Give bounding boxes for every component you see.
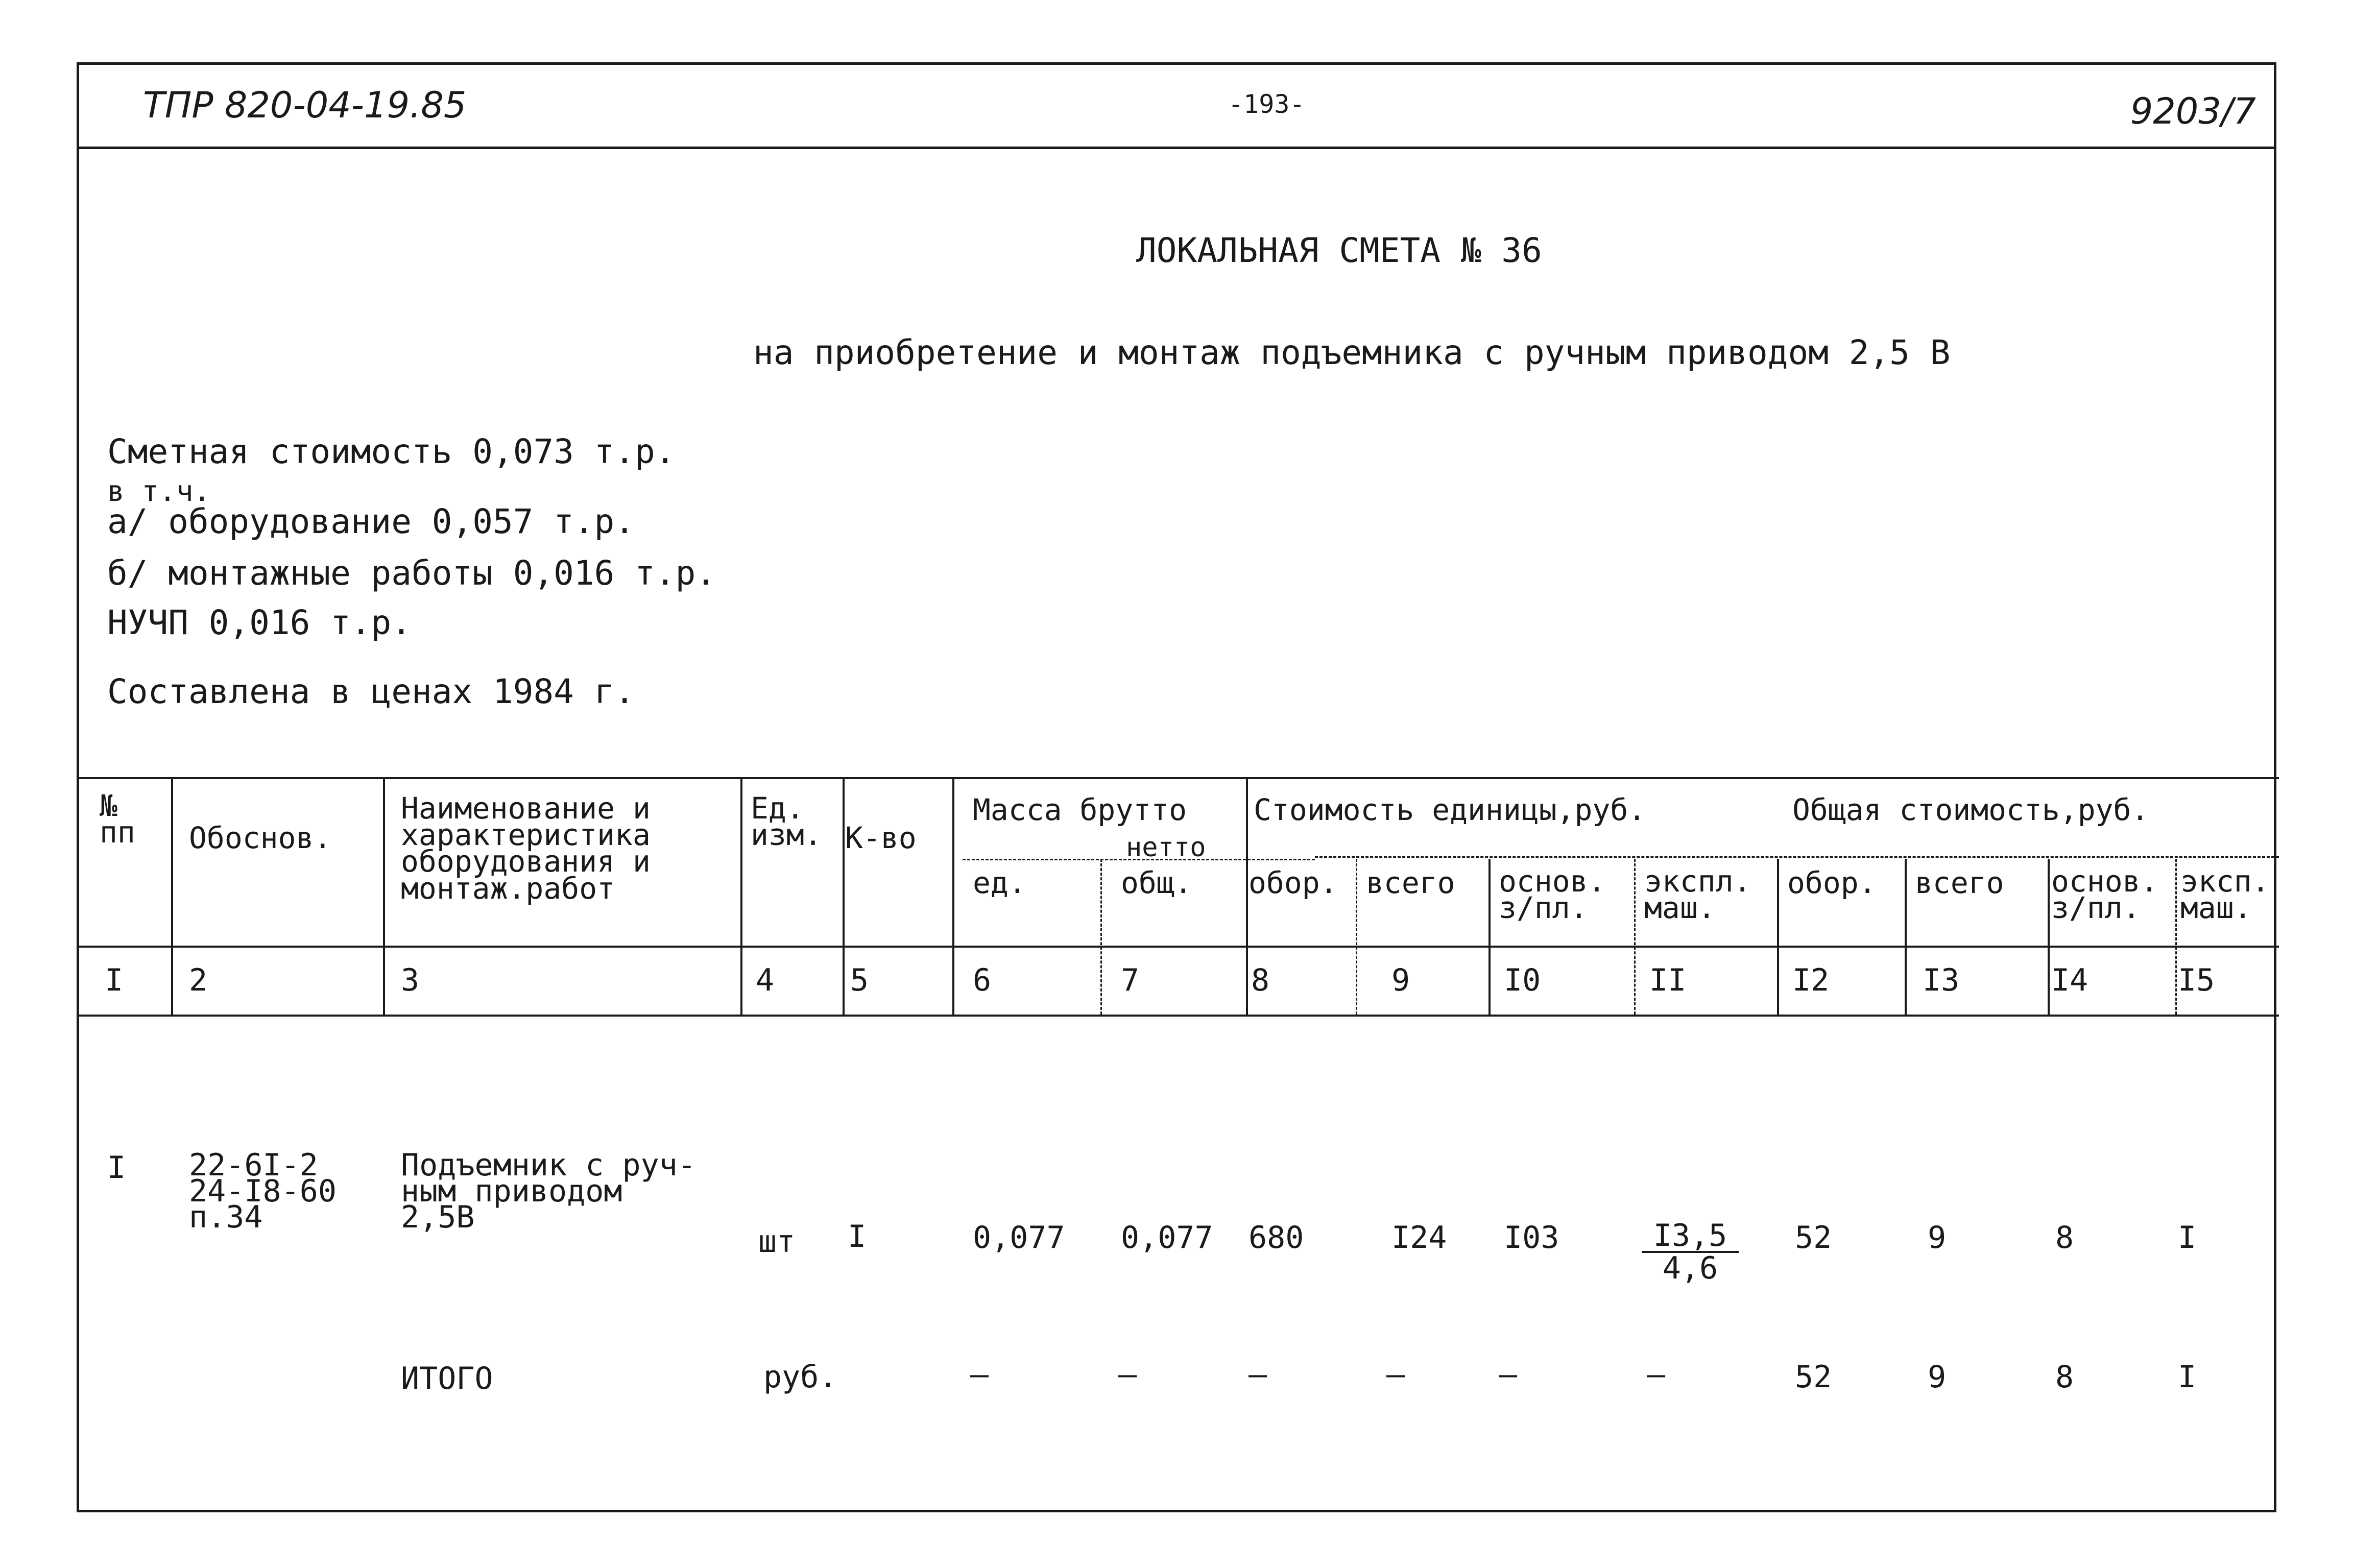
colnum-5: 5 bbox=[850, 962, 869, 998]
page-frame bbox=[77, 62, 2276, 1512]
cost-subheader-rule bbox=[1315, 856, 2279, 858]
header-equip: обор. bbox=[1248, 865, 1338, 900]
row1-total-equip: 52 bbox=[1795, 1220, 1832, 1256]
table-top-rule bbox=[79, 777, 2279, 779]
row1-total-machines: I bbox=[2178, 1220, 2197, 1256]
sheet-code: 9203/7 bbox=[2130, 90, 2256, 132]
col-divider bbox=[952, 777, 954, 1015]
row1-equip: 680 bbox=[1248, 1220, 1304, 1256]
header-divider bbox=[79, 147, 2274, 149]
header-name: Наименование и характеристика оборудования и монтаж.работ bbox=[401, 791, 651, 906]
col-divider bbox=[1246, 777, 1248, 1015]
estimate-table bbox=[79, 777, 2279, 1515]
row1-total-wages: 8 bbox=[2055, 1220, 2074, 1256]
header-mass: Масса брутто bbox=[973, 792, 1187, 827]
row1-basis: 22-6I-2 24-I8-60 п.34 bbox=[189, 1147, 337, 1235]
colnum-10: I0 bbox=[1504, 962, 1541, 998]
page-number: -193- bbox=[1228, 89, 1305, 119]
colnum-4: 4 bbox=[756, 962, 775, 998]
total-cost-line: Сметная стоимость 0,073 т.р. bbox=[107, 432, 676, 471]
total-dash: – bbox=[970, 1357, 989, 1392]
header-equip-total: обор. bbox=[1787, 865, 1877, 900]
header-machines: экспл. маш. bbox=[1644, 864, 1751, 926]
colnum-8: 8 bbox=[1251, 962, 1270, 998]
row1-mass-total: 0,077 bbox=[1121, 1220, 1213, 1256]
colnum-14: I4 bbox=[2051, 962, 2088, 998]
header-all-total: всего bbox=[1915, 865, 2004, 900]
colnum-15: I5 bbox=[2178, 962, 2215, 998]
prices-note: Составлена в ценах 1984 г. bbox=[107, 672, 635, 711]
header-bottom-rule bbox=[79, 946, 2279, 948]
equipment-cost-line: а/ оборудование 0,057 т.р. bbox=[107, 502, 635, 541]
colnum-2: 2 bbox=[189, 962, 208, 998]
header-unit-cost: Стоимость единицы,руб. bbox=[1254, 792, 1646, 827]
colnum-3: 3 bbox=[401, 962, 420, 998]
col-divider bbox=[1356, 859, 1357, 1015]
column-numbers-rule bbox=[79, 1015, 2279, 1017]
row1-machines-numerator: I3,5 bbox=[1642, 1220, 1739, 1253]
total-wages: 8 bbox=[2055, 1359, 2074, 1395]
estimate-subtitle: на приобретение и монтаж подъемника с ручным приводом 2,5 В bbox=[753, 333, 1951, 372]
colnum-6: 6 bbox=[973, 962, 992, 998]
header-mass-netto: нетто bbox=[1126, 832, 1206, 863]
col-divider bbox=[2175, 859, 2177, 1015]
installation-cost-line: б/ монтажные работы 0,016 т.р. bbox=[107, 553, 716, 593]
row1-qty: I bbox=[848, 1219, 867, 1255]
total-machines: I bbox=[2178, 1359, 2197, 1395]
header-mass-unit: ед. bbox=[973, 865, 1026, 900]
total-dash: – bbox=[1248, 1357, 1267, 1392]
header-basis: Обоснов. bbox=[189, 821, 332, 855]
col-divider bbox=[1100, 859, 1102, 1015]
header-qty: К-во bbox=[845, 821, 917, 855]
estimate-title: ЛОКАЛЬНАЯ СМЕТА № 36 bbox=[1136, 231, 1542, 270]
colnum-13: I3 bbox=[1923, 962, 1960, 998]
col-divider bbox=[843, 777, 845, 1015]
total-label: ИТОГО bbox=[401, 1361, 493, 1396]
including-line: в т.ч. bbox=[107, 475, 211, 508]
col-divider bbox=[740, 777, 742, 1015]
col-divider bbox=[383, 777, 385, 1015]
total-unit: руб. bbox=[763, 1359, 837, 1395]
header-wages-total: основ. з/пл. bbox=[2051, 864, 2158, 926]
row1-total-all: 9 bbox=[1928, 1220, 1947, 1256]
col-divider bbox=[1634, 859, 1636, 1015]
header-all: всего bbox=[1366, 865, 1455, 900]
col-divider bbox=[171, 777, 173, 1015]
col-divider bbox=[1777, 859, 1779, 1015]
colnum-12: I2 bbox=[1792, 962, 1830, 998]
row1-machines-denominator: 4,6 bbox=[1662, 1250, 1718, 1286]
col-divider bbox=[2048, 859, 2050, 1015]
header-mass-total: общ. bbox=[1121, 865, 1192, 900]
row1-num: I bbox=[107, 1150, 126, 1186]
header-wages: основ. з/пл. bbox=[1499, 864, 1606, 926]
row1-unit: шт bbox=[758, 1224, 796, 1260]
row1-all: I24 bbox=[1391, 1220, 1447, 1256]
colnum-11: II bbox=[1649, 962, 1687, 998]
total-dash: – bbox=[1647, 1357, 1666, 1392]
row1-mass-unit: 0,077 bbox=[973, 1220, 1065, 1256]
col-divider bbox=[1905, 859, 1907, 1015]
header-num: № пп bbox=[100, 788, 135, 850]
colnum-9: 9 bbox=[1391, 962, 1410, 998]
row1-name: Подъемник с руч- ным приводом 2,5В bbox=[401, 1147, 696, 1235]
row1-machines bbox=[1642, 1220, 1739, 1284]
col-divider bbox=[1488, 859, 1491, 1015]
header-total-cost: Общая стоимость,руб. bbox=[1792, 792, 2149, 827]
row1-wages: I03 bbox=[1504, 1220, 1559, 1256]
header-machines-total: эксп. маш. bbox=[2180, 864, 2270, 926]
total-equip: 52 bbox=[1795, 1359, 1832, 1395]
colnum-7: 7 bbox=[1121, 962, 1140, 998]
total-dash: – bbox=[1386, 1357, 1405, 1392]
nuchp-line: НУЧП 0,016 т.р. bbox=[107, 603, 412, 642]
total-dash: – bbox=[1118, 1357, 1137, 1392]
total-dash: – bbox=[1499, 1357, 1518, 1392]
total-all: 9 bbox=[1928, 1359, 1947, 1395]
colnum-1: I bbox=[105, 962, 124, 998]
document-code: ТПР 820-04-19.85 bbox=[143, 84, 467, 126]
header-unit: Ед. изм. bbox=[751, 791, 822, 853]
